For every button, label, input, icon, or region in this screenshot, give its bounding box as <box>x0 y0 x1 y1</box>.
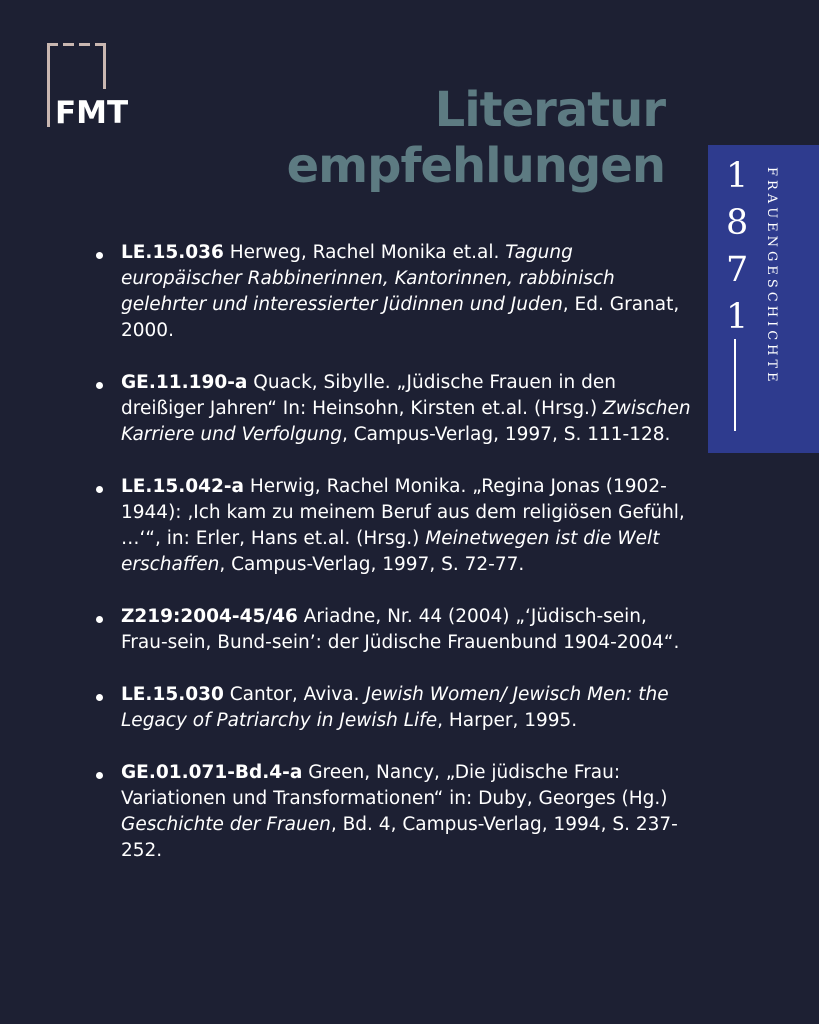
list-item <box>96 240 696 344</box>
citation-text: Ariadne, Nr. 44 (2004) „‘Jüdisch-sein, Frau-sein, Bund-sein’: der Jüdische Frauenbund 1904-2004“. <box>121 606 680 653</box>
shelf-signature: GE.11.190-a <box>121 372 248 393</box>
citation-title: Tagung europäischer Rabbinerinnen, Kantorinnen, rabbinisch gelehrter und interessierter Jüdinnen und Juden <box>121 242 615 315</box>
citation-text: Green, Nancy, „Die jüdische Frau: Variationen und Transformationen“ in: Duby, Georges (Hg.) <box>121 762 668 809</box>
year-digit: 8 <box>726 203 749 243</box>
citation-title: Meinetwegen ist die Welt erschaffen <box>121 528 660 575</box>
bullet-icon <box>96 252 103 259</box>
year-1871 <box>726 153 748 341</box>
list-item <box>96 474 696 578</box>
citation-title: Jewish Women/ Jewisch Men: the Legacy of Patriarchy in Jewish Life <box>121 684 669 731</box>
list-item <box>96 604 696 656</box>
citation-tail: , Harper, 1995. <box>437 710 578 731</box>
shelf-signature: GE.01.071-Bd.4-a <box>121 762 303 783</box>
title-line-1: Literatur <box>434 82 665 138</box>
fmt-logo <box>47 43 137 133</box>
citation-text: Quack, Sibylle. „Jüdische Frauen in den dreißiger Jahren“ In: Heinsohn, Kirsten et.al. (Hrsg.) <box>121 372 616 419</box>
bullet-icon <box>96 486 103 493</box>
citation-tail: , Campus-Verlag, 1997, S. 72-77. <box>219 554 525 575</box>
title-line-2: empfehlungen <box>286 138 665 194</box>
frauengeschichte-badge <box>708 145 819 453</box>
bullet-icon <box>96 772 103 779</box>
bullet-icon <box>96 616 103 623</box>
year-digit: 7 <box>726 250 749 290</box>
citation-title: Geschichte der Frauen <box>121 814 331 835</box>
literature-list <box>96 240 696 890</box>
list-item <box>96 760 696 864</box>
shelf-signature: LE.15.036 <box>121 242 224 263</box>
shelf-signature: LE.15.042-a <box>121 476 245 497</box>
shelf-signature: Z219:2004-45/46 <box>121 606 298 627</box>
citation-text: Herwig, Rachel Monika. „Regina Jonas (1902-1944): ‚Ich kam zu meinem Beruf aus dem religiösen Gefühl, …‘“, in: Erler, Hans et.al. (Hrsg.) <box>121 476 685 549</box>
citation-tail: , Ed. Granat, 2000. <box>121 294 680 341</box>
bullet-icon <box>96 382 103 389</box>
citation-title: Zwischen Karriere und Verfolgung <box>121 398 691 445</box>
list-item <box>96 370 696 448</box>
frauengeschichte-label: FRAUENGESCHICHTE <box>764 167 779 386</box>
citation-tail: , Bd. 4, Campus-Verlag, 1994, S. 237-252. <box>121 814 678 861</box>
page-title <box>287 82 665 194</box>
year-digit: 1 <box>726 156 749 196</box>
shelf-signature: LE.15.030 <box>121 684 224 705</box>
citation-text: Cantor, Aviva. <box>223 684 366 705</box>
year-digit: 1 <box>726 297 749 337</box>
logo-text: FMT <box>55 95 129 131</box>
year-divider <box>734 339 736 431</box>
bullet-icon <box>96 694 103 701</box>
citation-text: Herweg, Rachel Monika et.al. <box>223 242 506 263</box>
list-item <box>96 682 696 734</box>
citation-tail: , Campus-Verlag, 1997, S. 111-128. <box>341 424 671 445</box>
